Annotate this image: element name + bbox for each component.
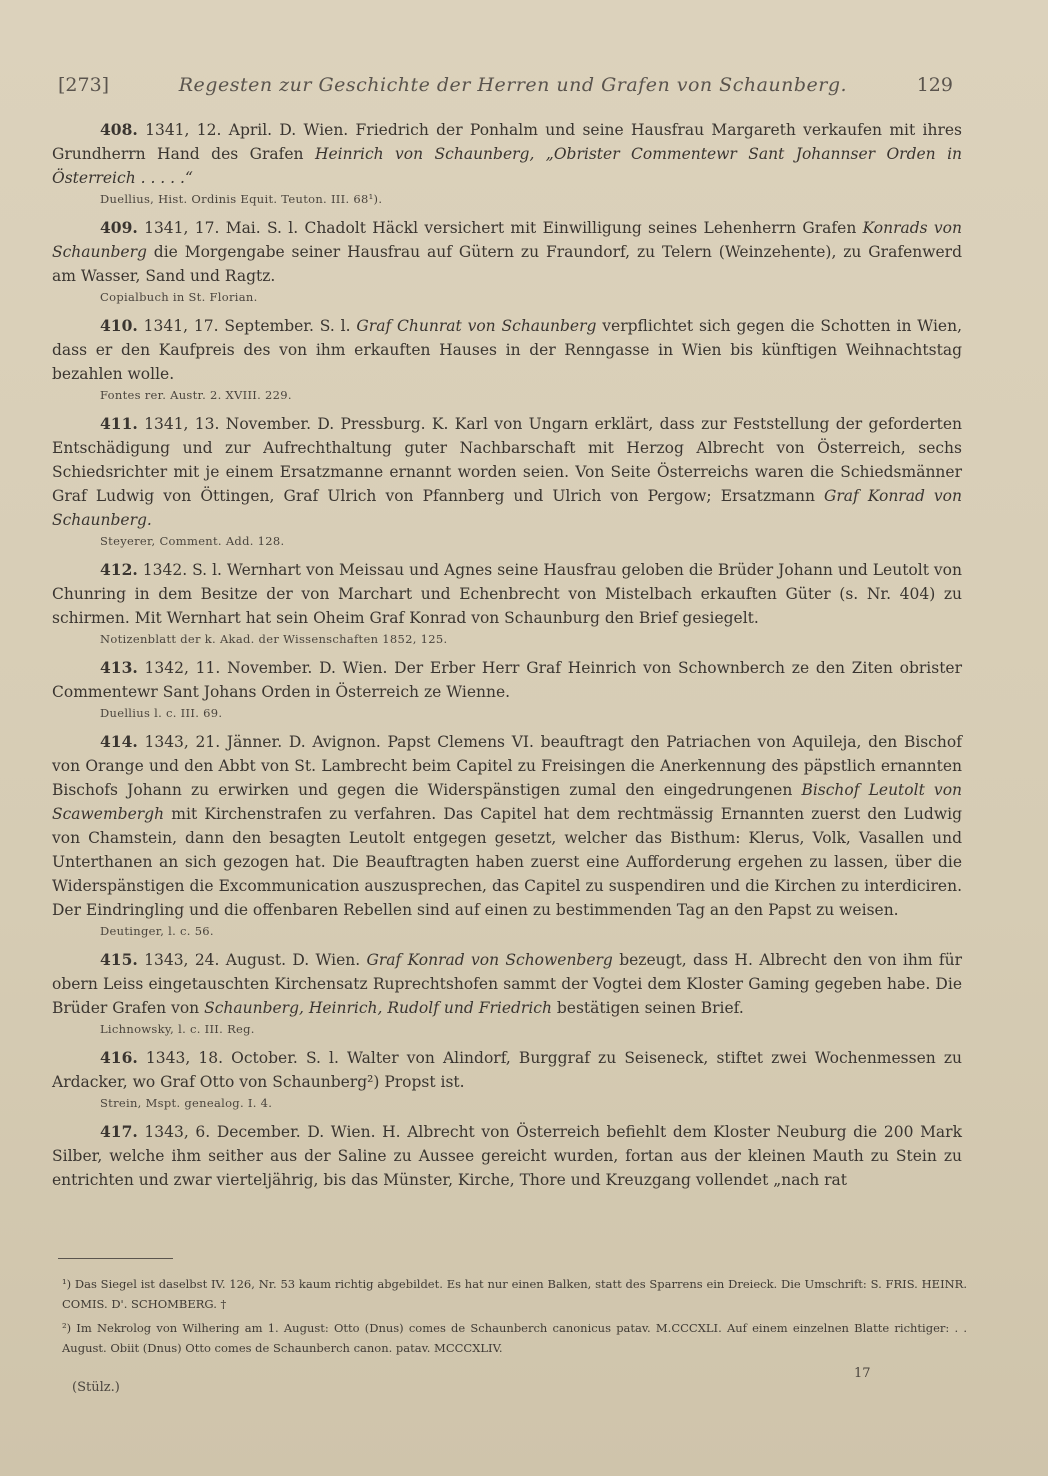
entry-text-part: 1343, 18. October. S. l. Walter von Alindorf, Burggraf zu Seiseneck, stiftet zwei Wochenmessen zu Ardacker, wo Graf Otto von Schaunberg²) Propst ist. (52, 1049, 962, 1091)
signature-mark: (Stülz.) (72, 1380, 120, 1395)
entry-name-italic: Bischof Leutolt von Scawembergh (52, 781, 963, 823)
running-header (58, 74, 953, 96)
entry-text-part: 1341, 17. September. S. l. (143, 317, 357, 335)
entry-number: 414. (100, 732, 138, 751)
entry-source: Steyerer, Comment. Add. 128. (100, 534, 285, 548)
entry-text (52, 1120, 962, 1192)
entry-text-part: 1343, 24. August. D. Wien. (144, 951, 367, 969)
entry (52, 412, 962, 550)
entry-name-italic: Graf Konrad von Schowenberg (366, 951, 613, 969)
entry-name-italic: Graf Konrad von Schaunberg. (52, 487, 963, 529)
header-title: Regesten zur Geschichte der Herren und Grafen von Schaunberg. (178, 74, 848, 96)
entry-text (52, 1046, 962, 1094)
entry-source: Duellius l. c. III. 69. (100, 706, 223, 720)
entry-text-part: 1341, 17. Mai. S. l. Chadolt Häckl versichert mit Einwilligung seines Lehenherrn Grafen (144, 219, 863, 237)
footnote-rule (58, 1258, 173, 1259)
regesten-entries (52, 118, 962, 1200)
entry-source: Copialbuch in St. Florian. (100, 290, 258, 304)
header-left-number: [273] (58, 74, 110, 96)
entry-name-italic: Schaunberg, Heinrich, Rudolf und Friedrich (204, 999, 552, 1017)
entry-text-part: die Morgengabe seiner Hausfrau auf Gütern zu Fraundorf, zu Telern (Weinzehente), zu Grafenwerd am Wasser, Sand und Ragtz. (52, 243, 962, 285)
entry-text-part: 1341, 13. November. D. Pressburg. K. Karl von Ungarn erklärt, dass zur Feststellung der geforderten Entschädigung und zur Aufrechthaltung guter Nachbarschaft mit Herzog Albrecht von Österreich, sechs Schiedsrichter mit je einem Ersatzmanne ernannt worden seien. Von Seite Österreichs waren die Schiedsmänner Graf Ludwig von Öttingen, Graf Ulrich von Pfannberg und Ulrich von Pergow; Ersatzmann (52, 415, 962, 505)
entry-text-part: 1343, 6. December. D. Wien. H. Albrecht von Österreich befiehlt dem Kloster Neuburg die 200 Mark Silber, welche ihm seither aus der Saline zu Aussee gereicht wurden, fortan aus der kleinen Mauth zu Stein zu entrichten und zwar vierteljährig, bis das Münster, Kirche, Thore und Kreuzgang vollendet „nach rat (52, 1123, 962, 1189)
entry (52, 1120, 962, 1192)
entry-number: 417. (100, 1122, 138, 1141)
entry-number: 415. (100, 950, 138, 969)
entry (52, 730, 962, 940)
entry-text-part: mit Kirchenstrafen zu verfahren. Das Capitel hat dem rechtmässig Ernannten zuerst den Ludwig von Chamstein, dann den besagten Leutolt entgegen gesetzt, welcher das Bisthum: Klerus, Volk, Vasallen und Unterthanen an sich gezogen hat. Die Beauftragten haben zuerst eine Aufforderung ergehen zu lassen, über die Widerspänstigen die Excommunication auszusprechen, das Capitel zu suspendiren und die Kirchen zu interdiciren. Der Eindringling und die offenbaren Rebellen sind auf einen zu bestimmenden Tag an den Papst zu weisen. (52, 805, 962, 919)
entry (52, 1046, 962, 1112)
entry-number: 410. (100, 316, 138, 335)
footnote-2: ²) Im Nekrolog von Wilhering am 1. August: Otto (Dnus) comes de Schaunberch canonicus patav. M.CCCXLI. Auf einem einzelnen Blatte richtiger: . . August. Obiit (Dnus) Otto comes de Schaunberch canon. patav. MCCCXLIV. (62, 1321, 967, 1355)
entry-text (52, 314, 962, 386)
entry-number: 416. (100, 1048, 138, 1067)
entry (52, 118, 962, 208)
entry-text (52, 730, 962, 922)
footnote-1: ¹) Das Siegel ist daselbst IV. 126, Nr. 53 kaum richtig abgebildet. Es hat nur einen Balken, statt des Sparrens ein Dreieck. Die Umschrift: S. FRIS. HEINR. COMIS. D'. SCHOMBERG. † (62, 1277, 967, 1311)
entry-text (52, 216, 962, 288)
entry (52, 314, 962, 404)
entry-name-italic: Graf Chunrat von Schaunberg (356, 317, 597, 335)
entry-text (52, 656, 962, 704)
entry (52, 656, 962, 722)
entry-text (52, 558, 962, 630)
entry-text (52, 118, 962, 190)
entry-number: 411. (100, 414, 138, 433)
entry-source: Fontes rer. Austr. 2. XVIII. 229. (100, 388, 292, 402)
entry-text-part: 1343, 21. Jänner. D. Avignon. Papst Clemens VI. beauftragt den Patriachen von Aquileja, den Bischof von Orange und den Abbt von St. Lambrecht beim Capitel zu Freisingen die Anerkennung des päpstlich ernannten Bischofs Johann zu erwirken und gegen die Widerspänstigen zumal den eingedrungenen (52, 733, 962, 799)
entry-source: Notizenblatt der k. Akad. der Wissenschaften 1852, 125. (100, 632, 448, 646)
entry-source: Duellius, Hist. Ordinis Equit. Teuton. III. 68¹). (100, 192, 383, 206)
entry-source: Deutinger, l. c. 56. (100, 924, 214, 938)
entry-text-part: verpflichtet sich gegen die Schotten in Wien, dass er den Kaufpreis des von ihm erkauften Hauses in der Renngasse in Wien bis künftigen Weihnachtstag bezahlen wolle. (52, 317, 962, 383)
entry-text-part: 1341, 12. April. D. Wien. Friedrich der Ponhalm und seine Hausfrau Margareth verkaufen mit ihres Grundherrn Hand des Grafen (52, 121, 962, 163)
entry-name-italic: Heinrich von Schaunberg, „Obrister Commentewr Sant Johannser Orden in Österreich . . . . .“ (52, 145, 963, 187)
header-page-number: 129 (916, 74, 953, 96)
entry-text-part: bezeugt, dass H. Albrecht den von ihm für obern Leiss eingetauschten Kirchensatz Ruprechtshofen sammt der Vogtei dem Kloster Gaming gegeben habe. Die Brüder Grafen von (52, 951, 962, 1017)
entry-number: 409. (100, 218, 138, 237)
entry-number: 408. (100, 120, 138, 139)
entry (52, 948, 962, 1038)
entry-text (52, 412, 962, 532)
entry-number: 413. (100, 658, 138, 677)
entry-text-part: bestätigen seinen Brief. (551, 999, 744, 1017)
entry-source: Strein, Mspt. genealog. I. 4. (100, 1096, 273, 1110)
sheet-number: 17 (854, 1366, 871, 1381)
entry-name-italic: Konrads von Schaunberg (52, 219, 962, 261)
entry (52, 216, 962, 306)
entry (52, 558, 962, 648)
entry-source: Lichnowsky, l. c. III. Reg. (100, 1022, 255, 1036)
entry-text (52, 948, 962, 1020)
entry-number: 412. (100, 560, 138, 579)
entry-text-part: 1342, 11. November. D. Wien. Der Erber Herr Graf Heinrich von Schownberch ze den Ziten obrister Commentewr Sant Johans Orden in Österreich ze Wienne. (52, 659, 963, 701)
footnotes (62, 1274, 967, 1362)
entry-text-part: 1342. S. l. Wernhart von Meissau und Agnes seine Hausfrau geloben die Brüder Johann und Leutolt von Chunring in dem Besitze der von Marchart und Echenbrecht von Mistelbach erkauften Güter (s. Nr. 404) zu schirmen. Mit Wernhart hat sein Oheim Graf Konrad von Schaunburg den Brief gesiegelt. (52, 561, 962, 627)
